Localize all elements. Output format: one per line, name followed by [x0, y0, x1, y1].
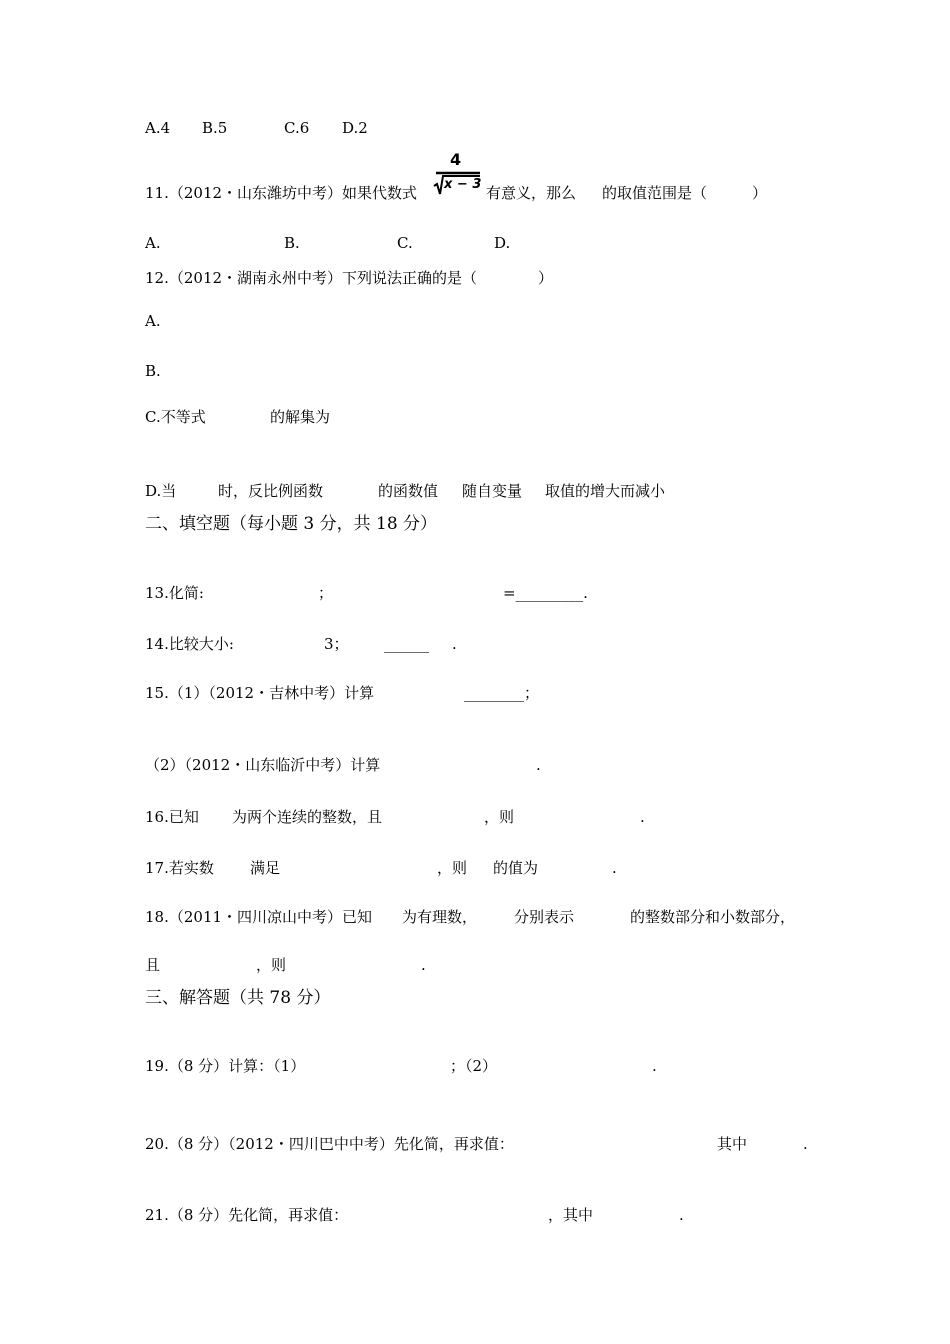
q20-t1: 20.（8 分）（2012・四川巴中中考）先化简，再求值：: [145, 1135, 514, 1153]
q17-t1: 17.若实数: [145, 859, 214, 877]
q15b-label: （2）（2012・山东临沂中考）计算: [145, 756, 381, 774]
q16-t2: 为两个连续的整数，且: [232, 808, 383, 826]
q10-option-c: C.6: [284, 119, 310, 137]
q13-separator: ；: [318, 584, 334, 602]
radical-sign-icon: [432, 150, 484, 200]
q12-option-c2: 的解集为: [270, 408, 331, 426]
q12-paren-close: ）: [538, 269, 554, 287]
q18-t5: 且: [145, 956, 161, 974]
q13-blank: =_________.: [503, 584, 588, 602]
q18-end: .: [421, 956, 426, 974]
q20-t2: 其中: [717, 1135, 748, 1153]
q15a-label: 15.（1）（2012・吉林中考）计算: [145, 684, 375, 702]
q12-option-b: B.: [145, 362, 161, 380]
q21-end: .: [679, 1206, 684, 1224]
q11-text: 11.（2012・山东潍坊中考）如果代数式: [145, 184, 418, 202]
section-3-heading: 三、解答题（共 78 分）: [145, 988, 331, 1008]
q16-t1: 16.已知: [145, 808, 199, 826]
q11-fraction-image: [432, 150, 484, 200]
q11-text-after: 有意义，那么: [486, 184, 577, 202]
q12-option-d2: 时，反比例函数: [218, 482, 324, 500]
q17-t2: 满足: [250, 859, 281, 877]
q12-option-c1: C.不等式: [145, 408, 206, 426]
q12-option-d3: 的函数值: [378, 482, 439, 500]
q11-option-d: D.: [494, 234, 511, 252]
q20-end: .: [803, 1135, 808, 1153]
q19-t2: ；（2）: [450, 1057, 498, 1075]
q12-option-d4: 随自变量: [462, 482, 523, 500]
q10-option-d: D.2: [342, 119, 368, 137]
q11-option-c: C.: [397, 234, 413, 252]
q14-blank: ______: [384, 635, 429, 653]
q11-paren-close: ）: [752, 184, 768, 202]
q14-label: 14.比较大小:: [145, 635, 234, 653]
q18-t4: 的整数部分和小数部分，: [630, 908, 796, 926]
q17-t3: ，则: [437, 859, 468, 877]
q18-t1: 18.（2011・四川凉山中考）已知: [145, 908, 373, 926]
q11-text-after2: 的取值范围是（: [602, 184, 708, 202]
q21-t1: 21.（8 分）先化简，再求值：: [145, 1206, 349, 1224]
q18-t6: ，则: [256, 956, 287, 974]
q14-end: .: [452, 635, 457, 653]
q11-option-b: B.: [284, 234, 300, 252]
q19-end: .: [652, 1057, 657, 1075]
q17-t4: 的值为: [493, 859, 539, 877]
q17-end: .: [612, 859, 617, 877]
q14-value: 3；: [324, 635, 349, 653]
q12-option-d1: D.当: [145, 482, 177, 500]
q18-t2: 为有理数，: [402, 908, 478, 926]
q21-t2: ，其中: [548, 1206, 594, 1224]
q10-option-b: B.5: [202, 119, 228, 137]
q13-label: 13.化简:: [145, 584, 204, 602]
q10-option-a: A.4: [145, 119, 171, 137]
q11-option-a: A.: [145, 234, 161, 252]
q15a-blank: ________；: [464, 684, 540, 702]
q15b-end: .: [536, 756, 541, 774]
q18-t3: 分别表示: [514, 908, 575, 926]
q12-option-a: A.: [145, 312, 161, 330]
fraction-denominator: x − 3: [444, 177, 482, 192]
q16-end: .: [640, 808, 645, 826]
q12-option-d5: 取值的增大而减小: [545, 482, 666, 500]
fraction-numerator: 4: [450, 150, 462, 169]
q12-text: 12.（2012・湖南永州中考）下列说法正确的是（: [145, 269, 478, 287]
q19-t1: 19.（8 分）计算：（1）: [145, 1057, 306, 1075]
section-2-heading: 二、填空题（每小题 3 分，共 18 分）: [145, 514, 438, 534]
q16-t3: ，则: [484, 808, 515, 826]
